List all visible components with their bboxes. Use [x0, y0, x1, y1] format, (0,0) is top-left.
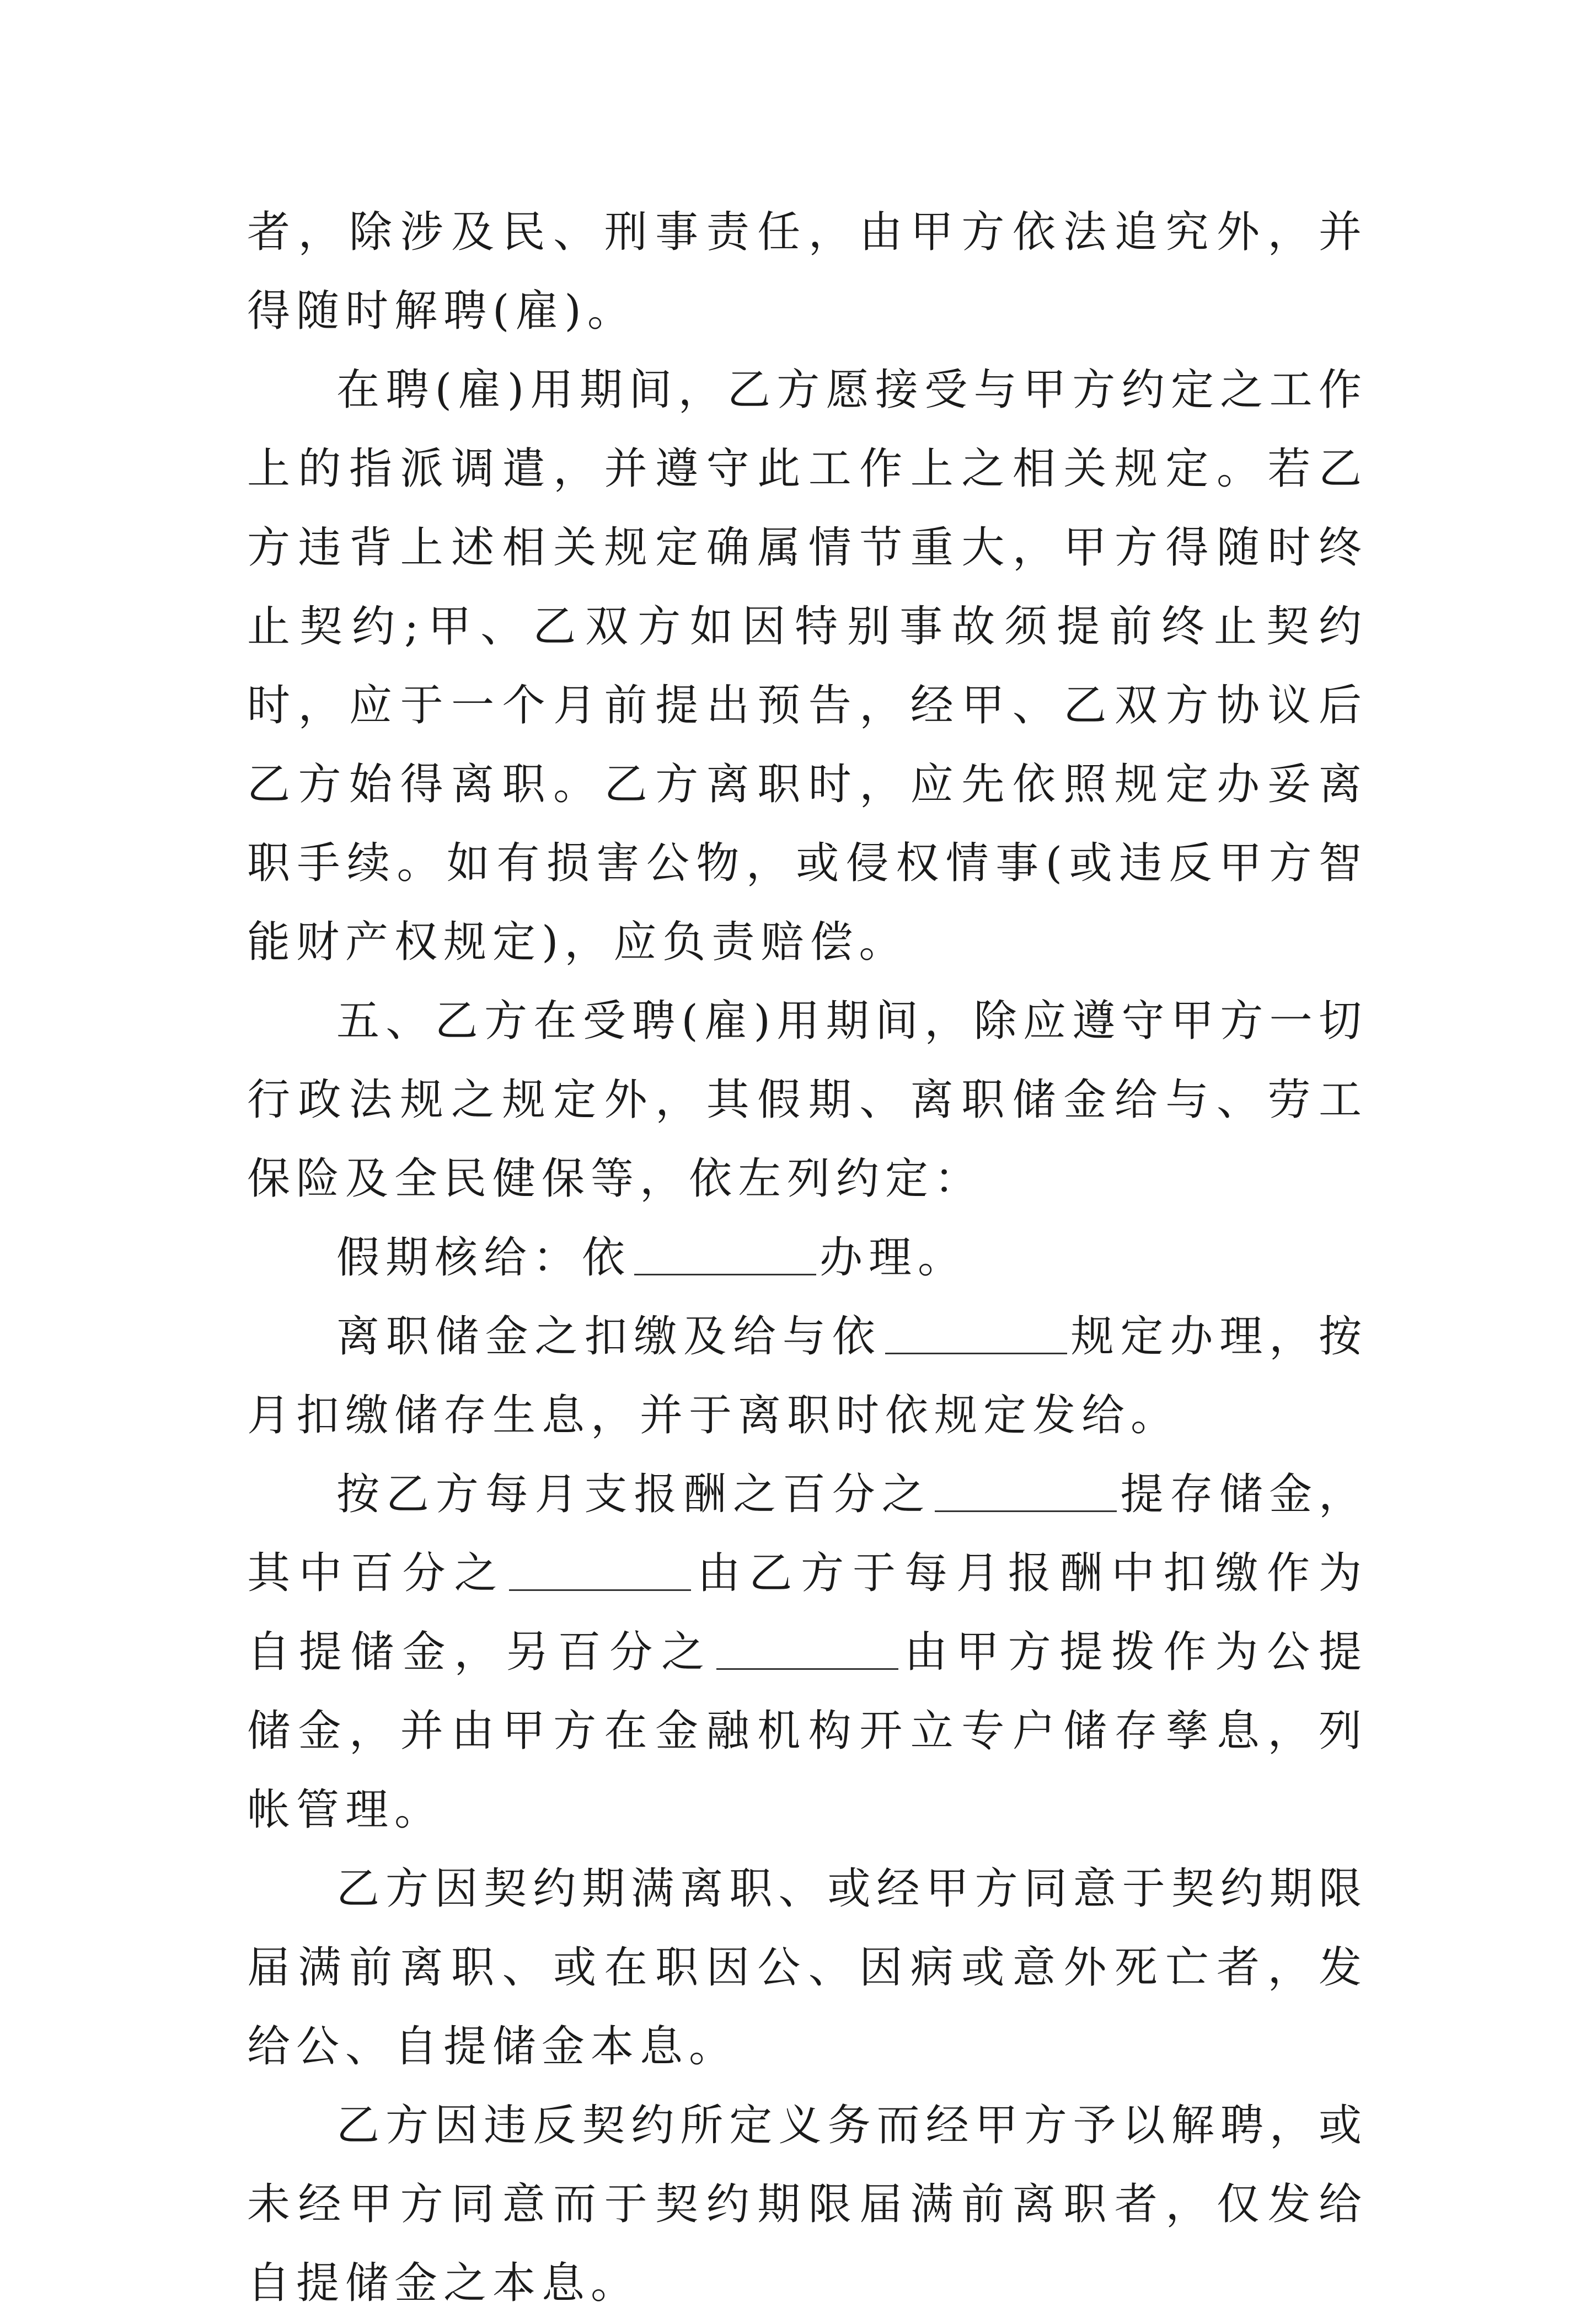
paragraph-text: 五、乙方在受聘(雇)用期间，除应遵守甲方一切行政法规之规定外，其假期、离职储金给与、劳工保险及全民健保等，依左列约定：	[247, 996, 1368, 1204]
paragraph-text-after: 规定办理，按月扣缴储存生息，并于离职时依规定发给。	[247, 1312, 1368, 1440]
paragraph-text: 在聘(雇)用期间，乙方愿接受与甲方约定之工作上的指派调遣，并遵守此工作上之相关规定。若乙方违背上述相关规定确属情节重大，甲方得随时终止契约;甲、乙双方如因特别事故须提前终止契约时，应于一个月前提出预告，经甲、乙双方协议后乙方始得离职。乙方离职时，应先依照规定办妥离职手续。如有损害公物，或侵权情事(或违反甲方智能财产权规定)，应负责赔偿。	[247, 365, 1368, 967]
paragraph-text-before: 假期核给：依	[336, 1233, 631, 1283]
paragraph-assignment-rules	[247, 351, 1368, 982]
paragraph-savings-percentage	[247, 1455, 1368, 1850]
paragraph-termination-continued	[247, 193, 1368, 351]
paragraph-savings-payout	[247, 1850, 1368, 2086]
paragraph-text: 乙方因契约期满离职、或经甲方同意于契约期限届满前离职、或在职因公、因病或意外死亡者，发给公、自提储金本息。	[247, 1864, 1368, 2071]
paragraph-leave-grant	[247, 1219, 1368, 1297]
fill-in-blank-total-percent[interactable]	[935, 1467, 1117, 1512]
paragraph-text-part2: 提存储金，其中百分之	[247, 1470, 1368, 1598]
paragraph-text-part1: 按乙方每月支报酬之百分之	[336, 1470, 931, 1519]
paragraph-text-part4: 由甲方提拨作为公提储金，并由甲方在金融机构开立专户储存孳息，列帐管理。	[247, 1627, 1368, 1835]
fill-in-blank-leave-basis[interactable]	[634, 1231, 816, 1275]
fill-in-blank-employer-percent[interactable]	[716, 1625, 898, 1670]
paragraph-text-before: 离职储金之扣缴及给与依	[336, 1312, 882, 1361]
fill-in-blank-severance-rule[interactable]	[885, 1310, 1067, 1354]
paragraph-text: 者，除涉及民、刑事责任，由甲方依法追究外，并得随时解聘(雇)。	[247, 207, 1368, 336]
paragraph-severance-withholding	[247, 1297, 1368, 1455]
document-body	[247, 193, 1368, 2323]
paragraph-savings-forfeit	[247, 2086, 1368, 2323]
paragraph-text: 乙方因违反契约所定义务而经甲方予以解聘，或未经甲方同意而于契约期限届满前离职者，仅发给自提储金之本息。	[247, 2101, 1368, 2308]
fill-in-blank-self-percent[interactable]	[509, 1546, 691, 1591]
paragraph-clause-five	[247, 982, 1368, 1219]
paragraph-text-part3: 由乙方于每月报酬中扣缴作为自提储金，另百分之	[247, 1548, 1368, 1677]
paragraph-text-after: 办理。	[820, 1233, 967, 1283]
